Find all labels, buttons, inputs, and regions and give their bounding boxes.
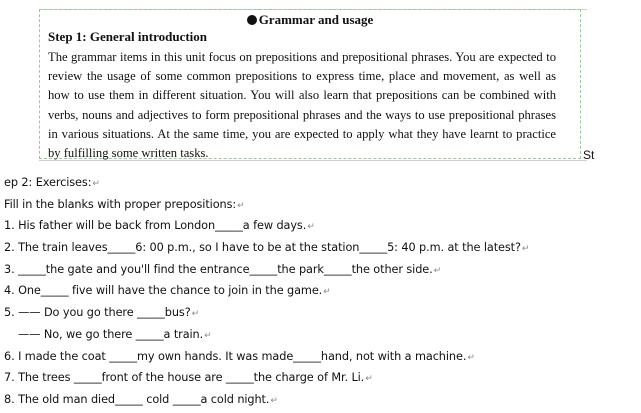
exercise-line: 4. One_____ five will have the chance to join in the game.↵ [4,284,331,298]
step1-heading: Step 1: General introduction [48,29,208,44]
section-title-text: Grammar and usage [258,12,374,27]
intro-paragraph: The grammar items in this unit focus on prepositions and prepositional phrases. You are expected to review the usage of some common prepositions to express time, place and movement, as well as how to use them in different situation. You will also learn that prepositions can be combined with verbs, nouns and adjectives to form prepositional phrases and the ways to use prepositional phrases in various situations. At the same time, you are expected to apply what they have learnt to practice by fulfilling some written tasks. [48,50,556,161]
paragraph-mark-icon: ↵ [467,352,475,363]
exercise-line: 3. _____the gate and you'll find the entrance_____the park_____the other side.↵ [4,262,442,276]
exercise-line: 2. The train leaves_____6: 00 p.m., so I have to be at the station_____5: 40 p.m. at the latest?↵ [4,241,530,255]
exercise-line: Fill in the blanks with proper prepositions:↵ [4,197,245,211]
exercise-line: 6. I made the coat _____my own hands. It was made_____hand, not with a machine.↵ [4,349,475,363]
exercise-line: 8. The old man died_____ cold _____a cold night.↵ [4,392,278,406]
paragraph-mark-icon: ↵ [191,309,200,320]
section-title [40,12,580,28]
exercise-line: 7. The trees _____front of the house are _____the charge of Mr. Li.↵ [4,371,373,385]
exercise-line: 1. His father will be back from London_____a few days.↵ [4,219,315,233]
paragraph-mark-icon: ↵ [270,395,278,406]
paragraph-mark-icon: ↵ [92,179,100,189]
exercise-line: 5. —— Do you go there _____bus?↵ [4,306,200,320]
introduction-box [39,9,581,159]
step2-fragment: St [583,148,595,162]
exercise-line: ep 2: Exercises:↵ [4,176,100,189]
paragraph-mark-icon: ↵ [365,374,373,385]
bullet-icon [247,15,257,25]
paragraph-mark-icon: ↵ [237,200,245,211]
paragraph-mark-icon: ↵ [323,287,331,298]
exercise-line: —— No, we go there _____a train.↵ [18,327,212,341]
bottom-rule [39,160,587,161]
paragraph-mark-icon: ↵ [521,244,530,255]
exercise-list [4,172,634,411]
paragraph-mark-icon: ↵ [307,222,315,233]
paragraph-mark-icon: ↵ [433,265,442,276]
paragraph-mark-icon: ↵ [204,330,212,341]
